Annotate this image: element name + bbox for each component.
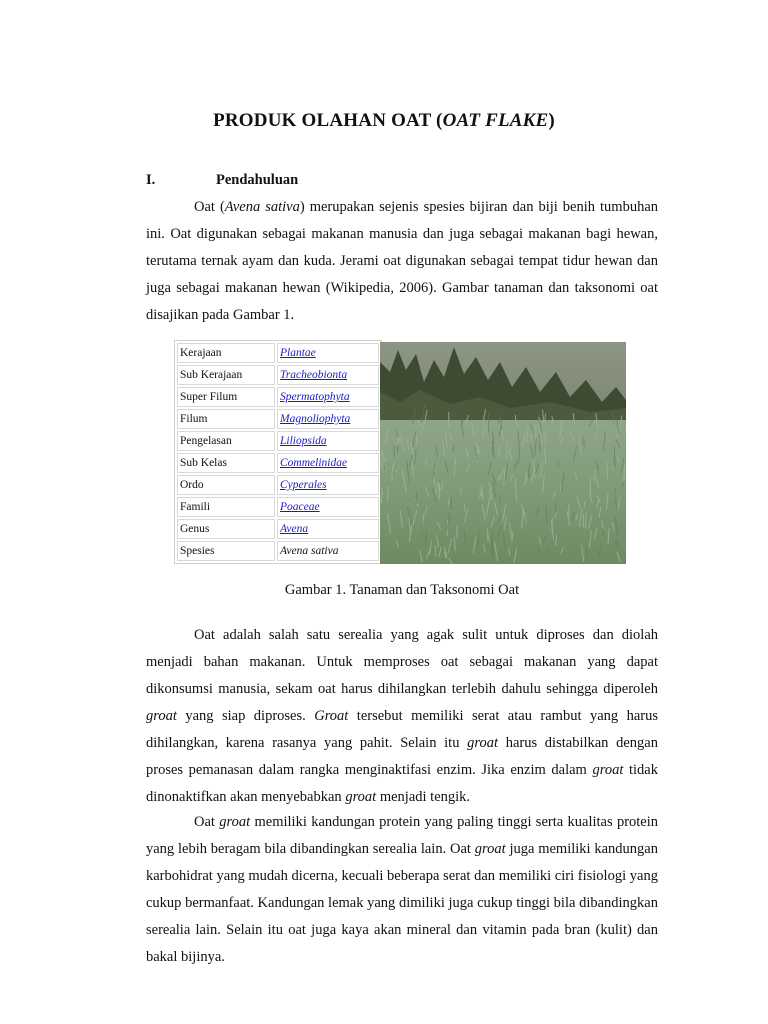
taxonomy-link[interactable]: Commelinidae (280, 457, 348, 469)
taxonomy-link[interactable]: Liliopsida (280, 435, 327, 447)
taxonomy-row (177, 497, 379, 517)
taxonomy-row (177, 453, 379, 473)
taxonomy-link[interactable]: Tracheobionta (280, 369, 348, 381)
taxonomy-row (177, 519, 379, 539)
taxonomy-rank: Famili (177, 497, 275, 517)
section-heading (146, 172, 298, 189)
taxonomy-name-cell (277, 431, 379, 451)
taxonomy-rank: Kerajaan (177, 343, 275, 363)
taxonomy-link[interactable]: Avena (280, 523, 309, 535)
taxonomy-row (177, 431, 379, 451)
taxonomy-rank: Pengelasan (177, 431, 275, 451)
taxonomy-name-cell (277, 519, 379, 539)
taxonomy-rank: Spesies (177, 541, 275, 561)
taxonomy-link[interactable]: Cyperales (280, 479, 327, 491)
section-number: I. (146, 172, 156, 188)
taxonomy-name-cell (277, 343, 379, 363)
taxonomy-name-cell (277, 387, 379, 407)
paragraph-processing: Oat adalah salah satu serealia yang agak sulit untuk diproses dan diolah menjadi bahan makanan. Untuk memproses oat sebagai makanan yang dapat dikonsumsi manusia, sekam oat harus dihilangkan terlebih dahulu sehingga diperoleh groat yang siap diproses. Groat tersebut memiliki serat atau rambut yang harus dihilangkan, karena rasanya yang pahit. Selain itu groat harus distabilkan dengan proses pemanasan dalam rangka menginaktifasi enzim. Jika enzim dalam groat tidak dinonaktifkan akan menyebabkan groat menjadi tengik. (146, 627, 658, 805)
taxonomy-rank: Sub Kelas (177, 453, 275, 473)
figure-caption: Gambar 1. Tanaman dan Taksonomi Oat (284, 582, 520, 598)
paragraph-nutrition: Oat groat memiliki kandungan protein yang paling tinggi serta kualitas protein yang lebih beragam bila dibandingkan serealia lain. Oat groat juga memiliki kandungan karbohidrat yang mudah dicerna, kecuali beberapa serat dan memiliki ciri fisiologi yang cukup bermanfaat. Kandungan lemak yang dimiliki juga cukup tinggi bila dibandingkan serealia lain. Selain itu oat juga kaya akan mineral dan vitamin pada bran (kulit) dan bakal bijinya. (146, 814, 659, 965)
oat-field-photo (380, 342, 626, 564)
taxonomy-name-cell: Avena sativa (277, 541, 379, 561)
taxonomy-rank: Filum (177, 409, 275, 429)
taxonomy-row (177, 475, 379, 495)
taxonomy-row (177, 365, 379, 385)
taxonomy-rank: Ordo (177, 475, 275, 495)
title-text: PRODUK OLAHAN OAT ( (213, 110, 443, 131)
taxonomy-link[interactable]: Plantae (280, 347, 316, 359)
section-title: Pendahuluan (216, 172, 299, 188)
taxonomy-link[interactable]: Poaceae (280, 501, 320, 513)
taxonomy-name-cell (277, 365, 379, 385)
taxonomy-name-cell (277, 453, 379, 473)
title-italic-text: OAT FLAKE (442, 110, 549, 131)
taxonomy-name-cell (277, 409, 379, 429)
taxonomy-table (174, 340, 382, 564)
taxonomy-rank: Genus (177, 519, 275, 539)
taxonomy-row (177, 409, 379, 429)
paragraph-intro: Oat (Avena sativa) merupakan sejenis spesies bijiran dan biji benih tumbuhan ini. Oat digunakan sebagai makanan manusia dan juga sebagai makanan bagi hewan, terutama ternak ayam dan kuda. Jerami oat digunakan sebagai tempat tidur hewan dan juga sebagai makanan hewan (Wikipedia, 2006). Gambar tanaman dan taksonomi oat disajikan pada Gambar 1. (146, 199, 658, 323)
taxonomy-row (177, 387, 379, 407)
taxonomy-link[interactable]: Spermatophyta (280, 391, 350, 403)
taxonomy-row (177, 343, 379, 363)
taxonomy-link[interactable]: Magnoliophyta (280, 413, 351, 425)
taxonomy-rank: Sub Kerajaan (177, 365, 275, 385)
page-title (0, 110, 768, 132)
taxonomy-rank: Super Filum (177, 387, 275, 407)
taxonomy-name-cell (277, 497, 379, 517)
taxonomy-row (177, 541, 379, 561)
title-suffix: ) (548, 110, 555, 131)
taxonomy-name-cell (277, 475, 379, 495)
